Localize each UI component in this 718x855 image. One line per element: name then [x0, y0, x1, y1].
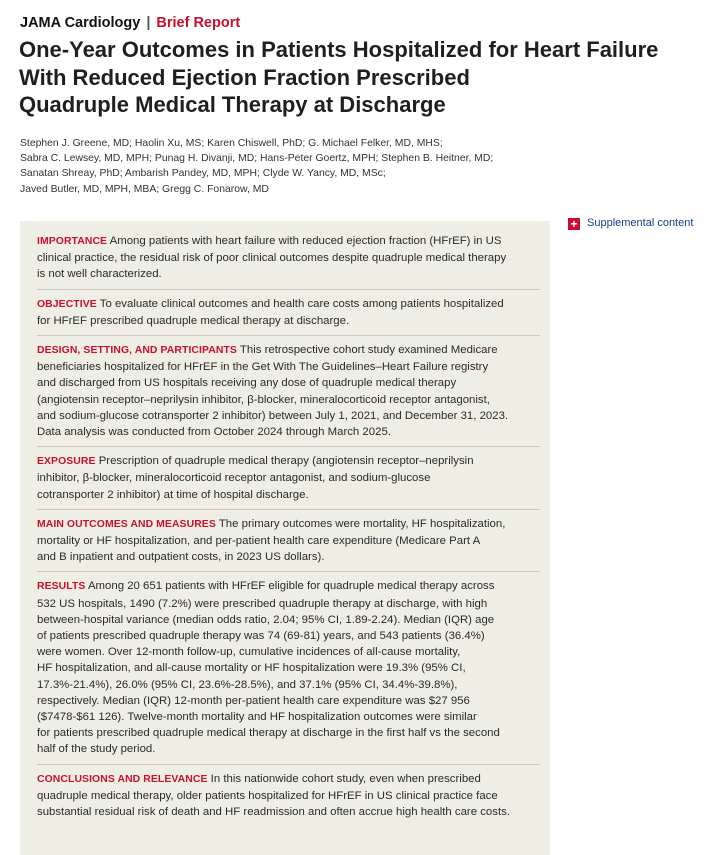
text-line: and discharged from US hospitals receiving any dose of quadruple medical therapy	[37, 377, 457, 390]
journal-name: JAMA Cardiology	[20, 15, 141, 31]
text-line: and sodium-glucose cotransporter 2 inhibitor) between July 1, 2021, and December 31, 2023.	[37, 409, 509, 422]
supplemental-content-link[interactable]	[568, 216, 693, 230]
text-line: half of the study period.	[37, 743, 156, 756]
section-heading: RESULTS	[37, 581, 86, 593]
text-line: The primary outcomes were mortality, HF hospitalization,	[215, 517, 506, 530]
author-line: Javed Butler, MD, MPH, MBA; Gregg C. Fonarow, MD	[20, 183, 269, 195]
title-line: Quadruple Medical Therapy at Discharge	[19, 92, 446, 117]
text-line: 17.3%-21.4%), 26.0% (95% CI, 23.6%-28.5%), and 37.1% (95% CI, 34.4%-39.8%),	[37, 678, 458, 691]
text-line: is not well characterized.	[37, 268, 162, 281]
text-line: mortality or HF hospitalization, and per-patient health care expenditure (Medicare Part A	[37, 535, 481, 548]
text-line: for patients prescribed quadruple medical therapy at discharge in the first half vs the second	[37, 727, 500, 740]
text-line: ($7478-$61 126). Twelve-month mortality and HF hospitalization outcomes were similar	[37, 711, 477, 724]
plus-icon: +	[568, 218, 580, 230]
text-line: Among 20 651 patients with HFrEF eligible for quadruple medical therapy across	[85, 580, 495, 593]
author-line: Sanatan Shreay, PhD; Ambarish Pandey, MD, MPH; Clyde W. Yancy, MD, MSc;	[20, 168, 386, 180]
title-line: With Reduced Ejection Fraction Prescribed	[19, 64, 470, 90]
text-line: respectively. Median (IQR) 12-month per-patient health care expenditure was $27 956	[37, 694, 470, 707]
text-line: (angiotensin receptor–neprilysin inhibitor, β-blocker, mineralocorticoid receptor antagonist,	[37, 393, 490, 406]
author-list	[20, 136, 580, 197]
supplemental-label: Supplemental content	[587, 217, 694, 229]
author-line: Stephen J. Greene, MD; Haolin Xu, MS; Karen Chiswell, PhD; G. Michael Felker, MD, MHS;	[20, 138, 443, 149]
text-line: and B inpatient and outpatient costs, in 2023 US dollars).	[37, 551, 325, 564]
section-heading: MAIN OUTCOMES AND MEASURES	[37, 518, 216, 530]
text-line: 532 US hospitals, 1490 (7.2%) were prescribed quadruple therapy at discharge, with high	[37, 597, 488, 610]
text-line: Data analysis was conducted from October 2024 through March 2025.	[37, 426, 391, 439]
section-heading: CONCLUSIONS AND RELEVANCE	[37, 773, 208, 785]
journal-header	[20, 14, 240, 32]
abstract-exposure	[37, 453, 540, 510]
abstract-box	[20, 221, 550, 855]
text-line: quadruple medical therapy, older patients hospitalized for HFrEF in US clinical practice face	[37, 789, 498, 802]
section-heading: EXPOSURE	[37, 456, 96, 468]
abstract-results	[37, 578, 540, 764]
text-line: HF hospitalization, and all-cause mortality or HF hospitalization were 19.3% (95% CI,	[37, 662, 466, 675]
text-line: cotransporter 2 inhibitor) at time of hospital discharge.	[37, 488, 309, 501]
abstract-importance	[37, 233, 540, 290]
abstract-design	[37, 342, 540, 447]
text-line: In this nationwide cohort study, even when prescribed	[207, 772, 481, 785]
abstract-conclusions	[37, 771, 540, 827]
section-heading: IMPORTANCE	[37, 236, 108, 247]
text-line: beneficiaries hospitalized for HFrEF in the Get With The Guidelines–Heart Failure registry	[37, 361, 489, 374]
text-line: clinical practice, the residual risk of poor clinical outcomes despite quadruple medical therapy	[37, 252, 507, 265]
header-separator: |	[146, 15, 151, 31]
text-line: inhibitor, β-blocker, mineralocorticoid receptor antagonist, and sodium-glucose	[37, 472, 431, 485]
text-line: To evaluate clinical outcomes and health care costs among patients hospitalized	[96, 297, 504, 310]
text-line: for HFrEF prescribed quadruple medical therapy at discharge.	[37, 314, 350, 327]
text-line: were women. Over 12-month follow-up, cumulative incidences of all-cause mortality,	[37, 646, 461, 659]
text-line: between-hospital variance (median odds ratio, 2.04; 95% CI, 1.89-2.24). Median (IQR) age	[37, 613, 495, 626]
text-line: of patients prescribed quadruple therapy was 74 (69-81) years, and 543 patients (36.4%)	[37, 630, 485, 643]
text-line: This retrospective cohort study examined Medicare	[236, 344, 498, 357]
text-line: Among patients with heart failure with reduced ejection fraction (HFrEF) in US	[107, 235, 502, 247]
article-title	[19, 36, 659, 119]
section-heading: DESIGN, SETTING, AND PARTICIPANTS	[37, 345, 237, 357]
abstract-main-outcomes	[37, 516, 540, 573]
abstract-objective	[37, 296, 540, 336]
section-heading: OBJECTIVE	[37, 298, 97, 310]
title-line: One-Year Outcomes in Patients Hospitalized for Heart Failure	[19, 37, 659, 62]
author-line: Sabra C. Lewsey, MD, MPH; Punag H. Divanji, MD; Hans-Peter Goertz, MPH; Stephen B. Heitner, MD;	[20, 153, 494, 165]
text-line: Prescription of quadruple medical therapy (angiotensin receptor–neprilysin	[95, 455, 474, 468]
text-line: substantial residual risk of death and HF readmission and often accrue high health care costs.	[37, 806, 510, 819]
article-type: Brief Report	[156, 15, 241, 31]
